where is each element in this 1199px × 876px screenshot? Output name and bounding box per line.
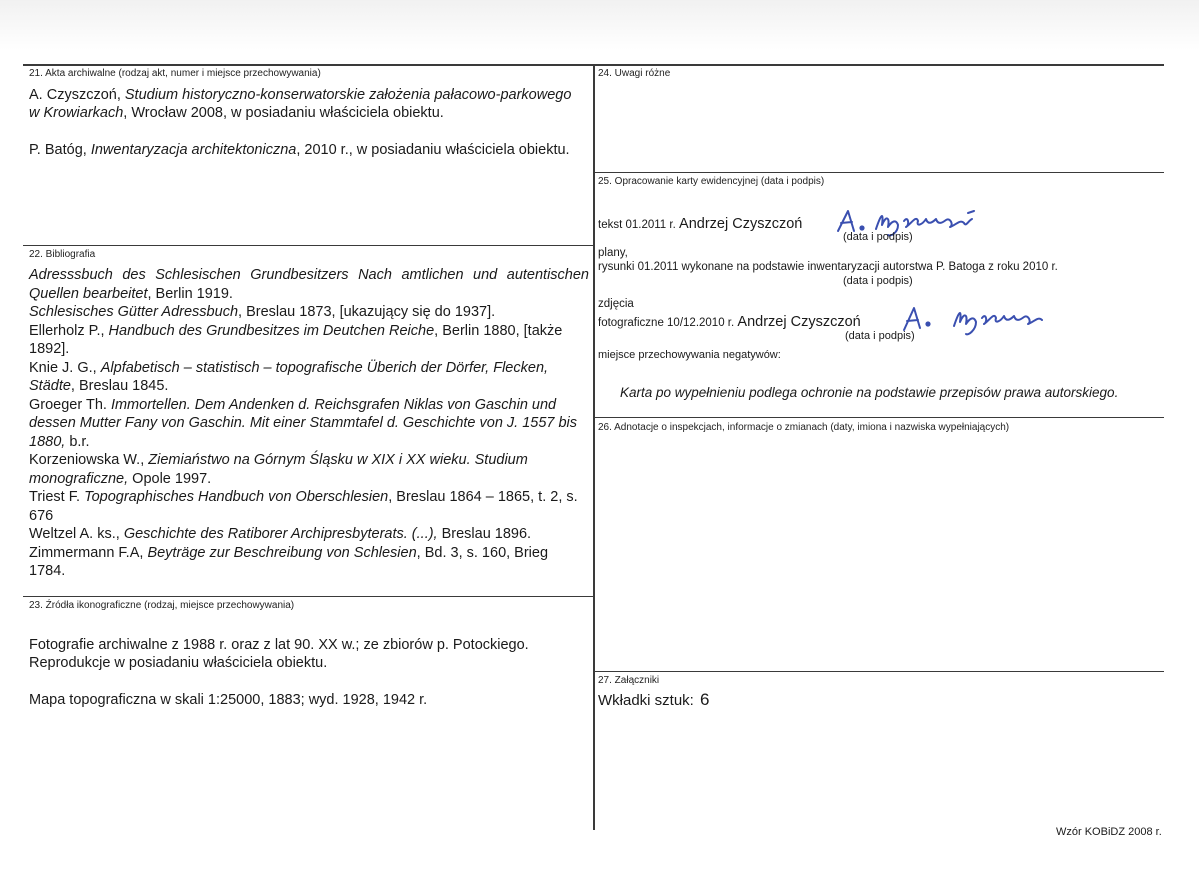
rule-26 <box>594 417 1164 418</box>
date-sign-caption-1: (data i podpis) <box>843 231 913 243</box>
attachments-line <box>598 690 710 710</box>
tekst-line <box>598 215 802 233</box>
top-rule-left <box>23 64 594 66</box>
bibliography-entry: Knie J. G., Alpfabetisch – statistisch – topografische Überich der Dörfer, Flecken, Städte, Breslau 1845. <box>29 359 549 394</box>
entry-author: P. Batóg, <box>29 142 91 158</box>
foto-label: fotograficzne 10/12.2010 r. <box>598 317 735 329</box>
section-27-header: 27. Załączniki <box>598 675 660 686</box>
entry-title: Studium historyczno-konserwatorskie założenia pałacowo-parkowego w Krowiarkach <box>29 87 572 121</box>
bibliography-entry: Triest F. Topographisches Handbuch von Oberschlesien, Breslau 1864 – 1865, t. 2, s. 676 <box>29 489 578 524</box>
zdjecia-label: zdjęcia <box>598 298 634 310</box>
rule-23 <box>23 596 594 597</box>
bibliography-entry: Adresssbuch des Schlesischen Grundbesitzers Nach amtlichen und autentischen Quellen bearbeitet, Berlin 1919. <box>29 267 589 302</box>
column-divider <box>593 64 595 830</box>
rule-25 <box>594 172 1164 173</box>
section-26-header: 26. Adnotacje o inspekcjach, informacje o zmianach (daty, imiona i nazwiska wypełniających) <box>598 422 1010 433</box>
scan-top-edge <box>0 0 1199 50</box>
signature-2 <box>898 300 1048 340</box>
negatywy-label: miejsce przechowywania negatywów: <box>598 349 781 361</box>
date-sign-caption-2: (data i podpis) <box>843 275 913 287</box>
attachments-count: 6 <box>700 690 710 709</box>
bibliography-entry: Schlesisches Gütter Adressbuch, Breslau 1873, [ukazujący się do 1937]. <box>29 304 496 320</box>
section-22-header: 22. Bibliografia <box>29 249 96 260</box>
tekst-author: Andrzej Czyszczoń <box>675 216 803 232</box>
section-24-header: 24. Uwagi różne <box>598 68 671 79</box>
rule-27 <box>594 671 1164 672</box>
section-21-entry-2 <box>29 141 581 159</box>
bibliography-entry: Zimmermann F.A, Beyträge zur Beschreibung von Schlesien, Bd. 3, s. 160, Brieg 1784. <box>29 544 549 579</box>
entry-author: A. Czyszczoń, <box>29 87 125 103</box>
section-23-paragraph-2: Mapa topograficzna w skali 1:25000, 1883; wyd. 1928, 1942 r. <box>29 692 428 708</box>
rysunki-line: rysunki 01.2011 wykonane na podstawie inwentaryzacji autorstwa P. Batoga z roku 2010 r. <box>598 261 1058 273</box>
form-template-footer: Wzór KOBiDZ 2008 r. <box>1056 826 1162 838</box>
foto-line <box>598 313 861 331</box>
date-sign-caption-3: (data i podpis) <box>845 330 915 342</box>
bibliography-entry: Ellerholz P., Handbuch des Grundbesitzes im Deutchen Reiche, Berlin 1880, [także 1892]. <box>29 322 563 357</box>
section-23-paragraph-1: Fotografie archiwalne z 1988 r. oraz z lat 90. XX w.; ze zbiorów p. Potockiego. Reprodukcje w posiadaniu właściciela obiektu. <box>29 637 529 671</box>
section-23-header: 23. Źródła ikonograficzne (rodzaj, miejsce przechowywania) <box>29 600 295 611</box>
top-rule-right <box>594 64 1164 66</box>
plany-label: plany, <box>598 247 628 259</box>
bibliography-list <box>29 266 589 581</box>
tekst-label: tekst 01.2011 r. <box>598 219 676 231</box>
bibliography-entry: Korzeniowska W., Ziemiaństwo na Górnym Śląsku w XIX i XX wieku. Studium monograficzne, Opole 1997. <box>29 452 528 487</box>
section-25-header: 25. Opracowanie karty ewidencyjnej (data i podpis) <box>598 176 825 187</box>
entry-title: Inwentaryzacja architektoniczna <box>90 142 297 158</box>
copyright-notice: Karta po wypełnieniu podlega ochronie na podstawie przepisów prawa autorskiego. <box>620 385 1119 400</box>
entry-rest: , 2010 r., w posiadaniu właściciela obiektu. <box>296 142 570 158</box>
bibliography-entry: Groeger Th. Immortellen. Dem Andenken d. Reichsgrafen Niklas von Gaschin und dessen Mutter Fany von Gaschin. Mit einer Stammtafel d. Geschichte von J. 1557 bis 1880, b.r. <box>29 396 578 450</box>
foto-author: Andrzej Czyszczoń <box>734 314 861 330</box>
attachments-label: Wkładki sztuk: <box>598 692 699 709</box>
section-21-header: 21. Akta archiwalne (rodzaj akt, numer i miejsce przechowywania) <box>29 68 321 79</box>
entry-rest: , Wrocław 2008, w posiadaniu właściciela obiektu. <box>123 105 444 121</box>
section-21-entry-1 <box>29 86 581 122</box>
rule-22 <box>23 245 594 246</box>
bibliography-entry: Weltzel A. ks., Geschichte des Ratiborer Archipresbyterats. (...), Breslau 1896. <box>29 526 532 542</box>
